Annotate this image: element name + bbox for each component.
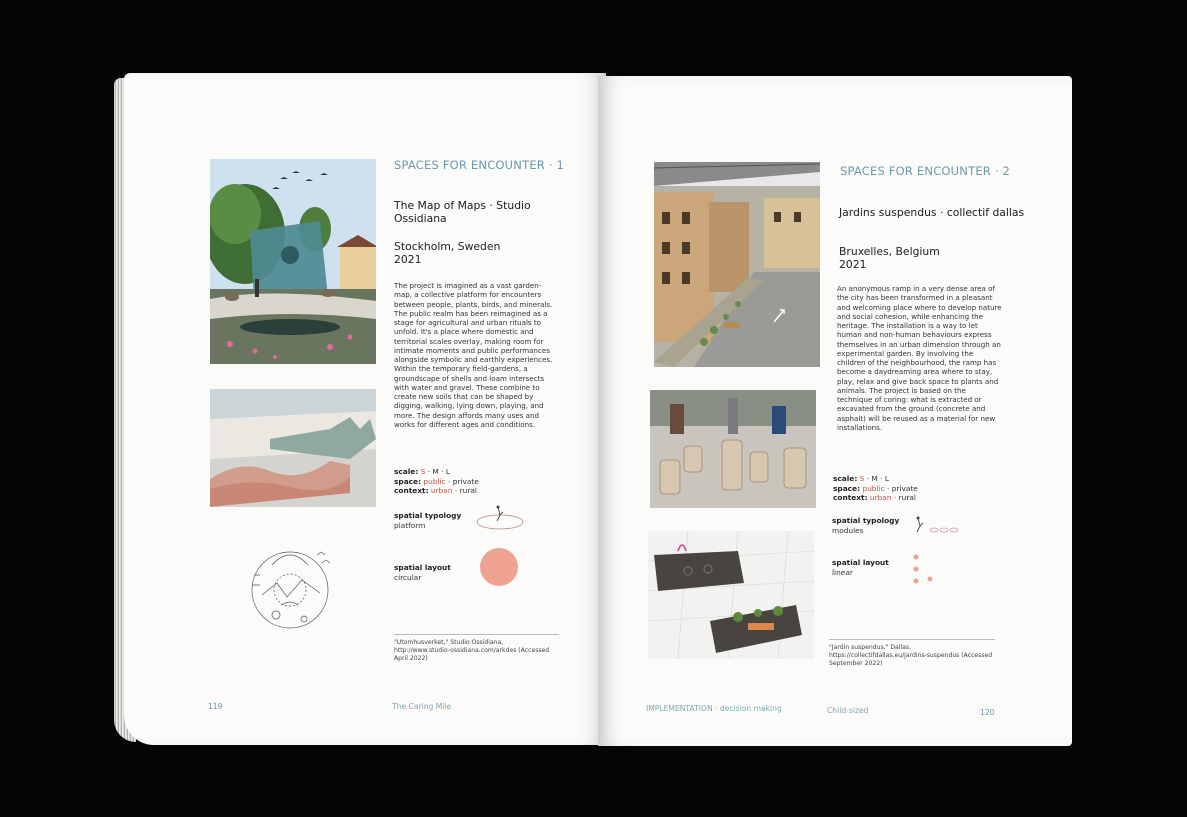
circular-layout-icon [478, 546, 520, 588]
context-row: context: urban · rural [394, 486, 477, 496]
jardins-ramp-photo [654, 162, 820, 367]
spatial-layout [394, 563, 451, 582]
layout-value: linear [832, 567, 853, 577]
space-row: space: public · private [394, 476, 479, 486]
jardins-planters-photo [648, 531, 814, 659]
platform-icon [474, 503, 526, 531]
scale-l: L [445, 467, 450, 476]
project-description: An anonymous ramp in a very dense area of the city has been transformed in a pleasant and welcoming place where to develop nature and social cohesion, while enhancing the heritage. The installation is a way to let human and non-human behaviours express themselves in an urban dimension through an experimental garden. By involving the children of the neighbourhood, the ramp has become a daydreaming area where to stay, play, relax and give back space to plants and animals. The project is based on the technique of coring: what is extracted or excavated from the ground (concrete and asphalt) will be reused as a material for new installations. [837, 284, 1002, 432]
space-private: private [452, 476, 479, 486]
jardins-children-photo [650, 390, 816, 508]
project-attributes [394, 467, 479, 496]
scale-label: scale: [833, 474, 858, 483]
context-label: context: [394, 486, 429, 496]
typology-label: spatial typology [832, 516, 900, 525]
typology-value: modules [832, 525, 864, 535]
project-location [394, 240, 500, 266]
space-public: public [423, 476, 446, 486]
layout-label: spatial layout [832, 558, 889, 567]
map-of-maps-photo [210, 389, 376, 507]
typology-value: platform [394, 520, 426, 530]
scale-row: scale: S · M · L [394, 467, 450, 476]
context-rural: rural [459, 486, 477, 496]
spatial-typology [832, 516, 899, 535]
linear-layout-icon [910, 552, 936, 586]
context-rural: rural [898, 493, 916, 503]
layout-value: circular [394, 572, 422, 582]
project-title: The Map of Maps · Studio Ossidiana [394, 199, 531, 225]
modules-icon [914, 514, 960, 538]
space-row: space: public · private [833, 483, 918, 493]
right-page [598, 76, 1072, 746]
reference-note: "Utomhusverket," Studio Ossidiana, http://www.studio-ossidiana.com/arkdes (Accessed April 2022) [394, 634, 559, 663]
map-of-maps-sketch [242, 535, 342, 643]
running-footer-title: Child-sized [827, 706, 869, 715]
running-footer-section: IMPLEMENTATION · decision making [646, 704, 782, 713]
context-label: context: [833, 493, 868, 503]
reference-note: "Jardin suspendus," Dallas, https://collectifdallas.eu/jardins-suspendus (Accessed September 2022) [829, 639, 995, 668]
page-number: 119 [208, 702, 223, 711]
section-heading: SPACES FOR ENCOUNTER · 2 [840, 164, 1011, 178]
project-title: Jardins suspendus · collectif dallas [839, 206, 1025, 219]
project-location [839, 245, 940, 271]
location: Bruxelles, Belgium [839, 245, 940, 258]
map-of-maps-rendering [210, 159, 376, 364]
year: 2021 [394, 253, 422, 266]
space-label: space: [394, 476, 422, 486]
space-public: public [862, 483, 885, 493]
spatial-layout [832, 558, 889, 577]
scale-row: scale: S · M · L [833, 474, 889, 483]
running-footer: The Caring Mile [392, 702, 452, 711]
scale-s: S [859, 474, 865, 483]
project-description: The project is imagined as a vast garden-map, a collective platform for encounters between people, plants, birds, and minerals. The public realm has been reimagined as a stage for agricultural and urban rituals to unfold. It's a place where domestic and territorial scales overlay, making room for intimate moments and public performances alongside symbolic and earthly experiences. Within the temporary field-gardens, a groundscape of shells and loam intersects with water and gravel. These combine to create new soils that can be shaped by digging, walking, lying down, playing, and more. The design affords many uses and works for different ages and conditions. [394, 281, 553, 429]
context-urban: urban [430, 486, 453, 496]
project-attributes [833, 474, 918, 503]
spatial-typology [394, 511, 461, 530]
context-row: context: urban · rural [833, 493, 916, 503]
page-number: 120 [980, 708, 995, 717]
location: Stockholm, Sweden [394, 240, 501, 253]
scale-m: M [432, 467, 439, 476]
scale-l: L [884, 474, 889, 483]
section-heading: SPACES FOR ENCOUNTER · 1 [394, 158, 565, 172]
typology-label: spatial typology [394, 511, 462, 520]
scale-label: scale: [394, 467, 419, 476]
left-page [124, 73, 606, 745]
space-label: space: [833, 483, 861, 493]
scale-m: M [871, 474, 878, 483]
space-private: private [891, 483, 918, 493]
scale-s: S [420, 467, 426, 476]
context-urban: urban [869, 493, 892, 503]
year: 2021 [839, 258, 867, 271]
layout-label: spatial layout [394, 563, 451, 572]
